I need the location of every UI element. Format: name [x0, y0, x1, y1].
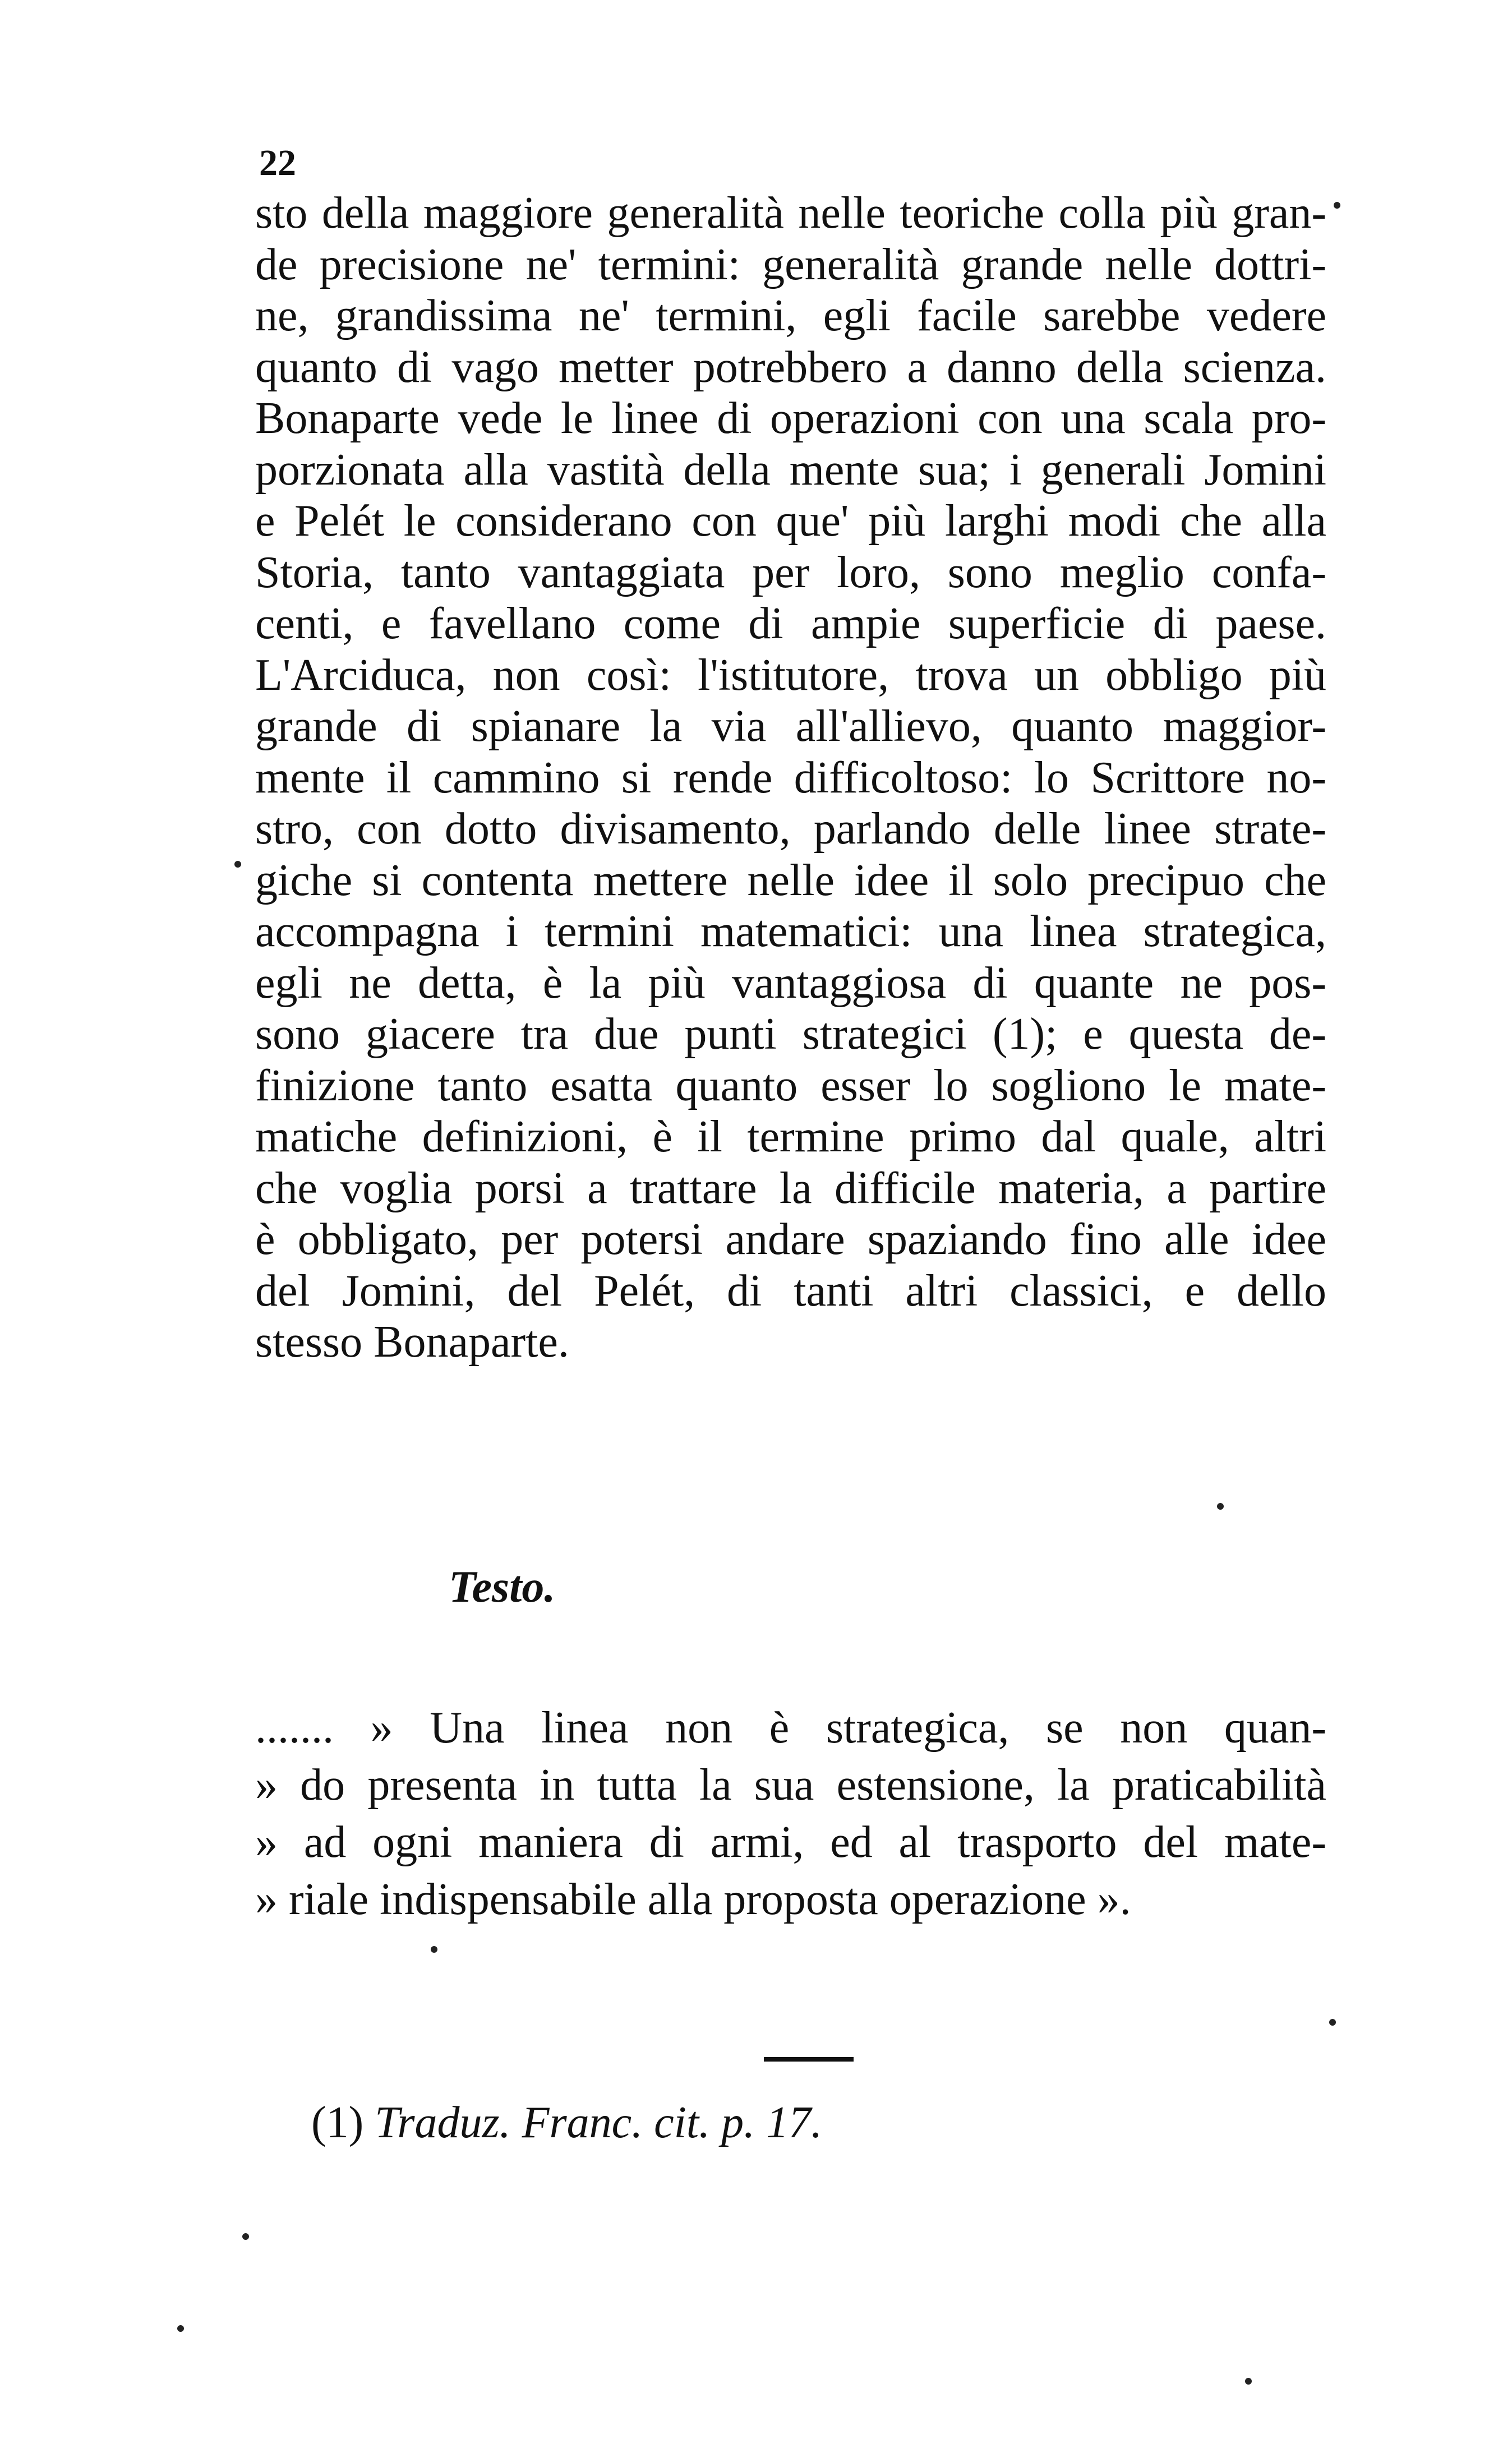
body-line: giche si contenta mettere nelle idee il solo precipuo che [255, 855, 1326, 905]
footnote-marker: (1) [311, 2098, 364, 2147]
page-number: 22 [259, 142, 296, 183]
section-heading: Testo. [449, 1562, 556, 1612]
scan-speck [1329, 2019, 1336, 2026]
body-line: è obbligato, per potersi andare spaziando fino alle idee [255, 1215, 1326, 1264]
body-line: stro, con dotto divisamento, parlando delle linee strate- [255, 804, 1326, 854]
body-line: mente il cammino si rende difficoltoso: lo Scrittore no- [255, 753, 1326, 803]
body-line: accompagna i termini matematici: una linea strategica, [255, 907, 1326, 956]
body-line: ne, grandissima ne' termini, egli facile sarebbe vedere [255, 291, 1326, 340]
scan-speck [177, 2325, 184, 2332]
scan-speck [431, 1946, 437, 1953]
body-line: grande di spianare la via all'allievo, quanto maggior- [255, 702, 1326, 751]
scan-speck [1245, 2378, 1252, 2385]
body-line: e Pelét le considerano con que' più larghi modi che alla [255, 496, 1326, 546]
body-line: quanto di vago metter potrebbero a danno della scienza. [255, 342, 1326, 392]
body-line: sto della maggiore generalità nelle teoriche colla più gran- [255, 188, 1326, 238]
body-line: Bonaparte vede le linee di operazioni con una scala pro- [255, 394, 1326, 443]
quote-line: » riale indispensabile alla proposta operazione ». [255, 1875, 1131, 1924]
body-line: L'Arciduca, non così: l'istitutore, trova un obbligo più [255, 650, 1326, 700]
footnote-text: Traduz. Franc. cit. p. 17. [375, 2098, 823, 2147]
quote-line: » ad ogni maniera di armi, ed al trasporto del mate- [255, 1818, 1326, 1867]
body-line: del Jomini, del Pelét, di tanti altri classici, e dello [255, 1266, 1326, 1316]
scan-speck [242, 2233, 249, 2240]
body-line: Storia, tanto vantaggiata per loro, sono meglio confa- [255, 547, 1326, 597]
body-paragraph [255, 188, 1326, 1368]
scan-speck [234, 861, 241, 868]
body-line: matiche definizioni, è il termine primo dal quale, altri [255, 1112, 1326, 1161]
body-line: de precisione ne' termini: generalità grande nelle dottri- [255, 239, 1326, 289]
footnote [311, 2100, 822, 2145]
body-line: egli ne detta, è la più vantaggiosa di quante ne pos- [255, 958, 1326, 1008]
quote-line: ....... » Una linea non è strategica, se non quan- [255, 1703, 1326, 1753]
body-line: stesso Bonaparte. [255, 1317, 569, 1367]
body-line: che voglia porsi a trattare la difficile materia, a partire [255, 1163, 1326, 1213]
footnote-divider [764, 2057, 854, 2062]
body-line: porzionata alla vastità della mente sua; i generali Jomini [255, 445, 1326, 495]
quoted-text [255, 1699, 1326, 1928]
scan-speck [1217, 1503, 1224, 1510]
body-line: centi, e favellano come di ampie superficie di paese. [255, 599, 1326, 648]
scan-speck [1334, 202, 1340, 209]
body-line: finizione tanto esatta quanto esser lo sogliono le mate- [255, 1060, 1326, 1110]
quote-line: » do presenta in tutta la sua estensione, la praticabilità [255, 1760, 1326, 1810]
body-line: sono giacere tra due punti strategici (1); e questa de- [255, 1009, 1326, 1059]
